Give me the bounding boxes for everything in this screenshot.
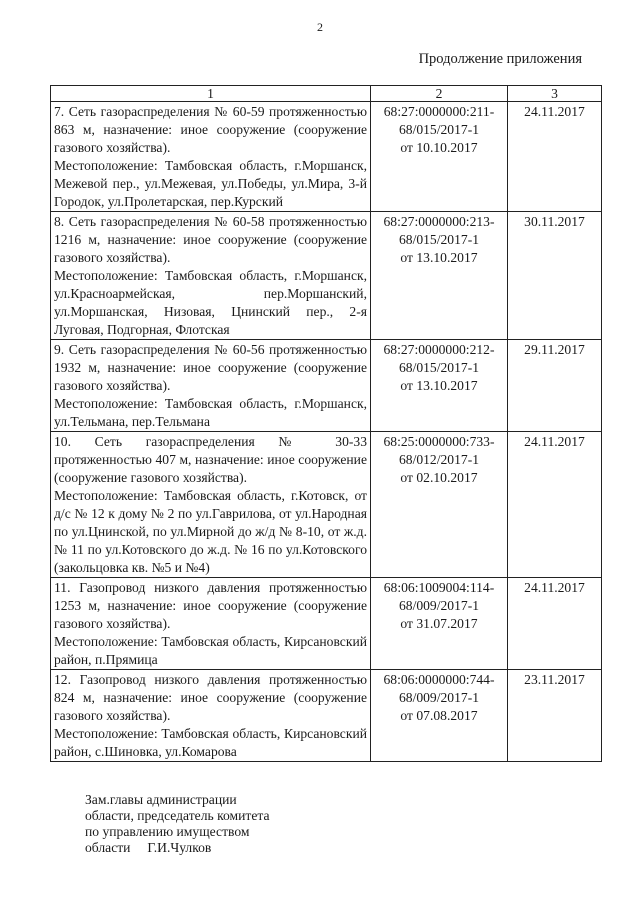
registration-number-suffix: 68/015/2017-1 (398, 360, 480, 375)
table-header-row (51, 86, 602, 102)
registration-number-cell (371, 432, 508, 578)
column-header: 3 (508, 86, 602, 102)
object-description-cell (51, 578, 371, 670)
date-cell: 24.11.2017 (508, 102, 602, 212)
registration-date: от 10.10.2017 (400, 140, 478, 155)
page-number: 2 (317, 20, 323, 34)
continuation-title: Продолжение приложения (418, 51, 582, 67)
object-location: Местоположение: Тамбовская область, г.Моршанск, Межевой пер., ул.Межевая, ул.Победы, ул.Мира, 3-й Городок, ул.Пролетарская, пер.Курский (54, 158, 367, 209)
registration-date: от 13.10.2017 (400, 378, 478, 393)
table-row (51, 578, 602, 670)
column-header: 2 (371, 86, 508, 102)
table-row (51, 102, 602, 212)
table-row (51, 340, 602, 432)
registration-number-cell (371, 102, 508, 212)
object-location: Местоположение: Тамбовская область, Кирсановский район, с.Шиновка, ул.Комарова (54, 726, 367, 759)
date-cell: 24.11.2017 (508, 432, 602, 578)
registration-number: 68:27:0000000:211- (383, 104, 495, 119)
registration-number-suffix: 68/012/2017-1 (398, 452, 480, 467)
registration-number: 68:06:0000000:744- (383, 672, 495, 687)
registration-number-cell (371, 340, 508, 432)
object-description: 8. Сеть газораспределения № 60-58 протяженностью 1216 м, назначение: иное сооружение (сооружение газового хозяйства). (54, 214, 367, 265)
object-description: 12. Газопровод низкого давления протяженностью 824 м, назначение: иное сооружение (сооружение газового хозяйства). (54, 672, 367, 723)
registration-number-suffix: 68/015/2017-1 (398, 232, 480, 247)
column-header: 1 (51, 86, 371, 102)
object-location: Местоположение: Тамбовская область, Кирсановский район, п.Прямица (54, 634, 367, 667)
signatory-position-line: Зам.главы администрации (85, 792, 237, 807)
object-description-cell (51, 340, 371, 432)
registration-date: от 02.10.2017 (400, 470, 478, 485)
date-cell: 24.11.2017 (508, 578, 602, 670)
registration-number-suffix: 68/009/2017-1 (398, 598, 480, 613)
object-description-cell (51, 212, 371, 340)
date-cell: 30.11.2017 (508, 212, 602, 340)
object-location: Местоположение: Тамбовская область, г.Моршанск, ул.Красноармейская, пер.Моршанский, ул.Моршанская, Низовая, Цнинский пер., 2-я Луговая, Подгорная, Флотская (54, 268, 367, 337)
signatory-position-line: по управлению имуществом (85, 824, 250, 839)
signatory-position-line: области, председатель комитета (85, 808, 270, 823)
registration-number: 68:06:1009004:114- (383, 580, 495, 595)
table-row (51, 432, 602, 578)
object-description-cell (51, 102, 371, 212)
registration-number-cell (371, 670, 508, 762)
registration-number-suffix: 68/015/2017-1 (398, 122, 480, 137)
object-location: Местоположение: Тамбовская область, г.Котовск, от д/с № 12 к дому № 2 по ул.Гаврилова, от ул.Народная по ул.Цнинской, по ул.Мирной до ж/д № 8-10, от ж.д. № 11 по ул.Котовского до ж.д. № 16 по ул.Котовского (закольцовка кв. №5 и №4) (54, 488, 367, 575)
registration-date: от 07.08.2017 (400, 708, 478, 723)
registration-number-suffix: 68/009/2017-1 (398, 690, 480, 705)
date-cell: 23.11.2017 (508, 670, 602, 762)
appendix-table (50, 85, 602, 762)
registration-date: от 31.07.2017 (400, 616, 478, 631)
object-description: 7. Сеть газораспределения № 60-59 протяженностью 863 м, назначение: иное сооружение (сооружение газового хозяйства). (54, 104, 367, 155)
date-cell: 29.11.2017 (508, 340, 602, 432)
registration-number-cell (371, 578, 508, 670)
object-description: 10. Сеть газораспределения № 30-33 протяженностью 407 м, назначение: иное сооружение (сооружение газового хозяйства). (54, 434, 367, 485)
object-description-cell (51, 670, 371, 762)
registration-number: 68:27:0000000:213- (383, 214, 495, 229)
signatory-name-line: области Г.И.Чулков (85, 840, 212, 855)
object-description: 9. Сеть газораспределения № 60-56 протяженностью 1932 м, назначение: иное сооружение (сооружение газового хозяйства). (54, 342, 367, 393)
table-row (51, 670, 602, 762)
object-description: 11. Газопровод низкого давления протяженностью 1253 м, назначение: иное сооружение (сооружение газового хозяйства). (54, 580, 367, 631)
table-row (51, 212, 602, 340)
registration-date: от 13.10.2017 (400, 250, 478, 265)
registration-number: 68:25:0000000:733- (383, 434, 495, 449)
object-location: Местоположение: Тамбовская область, г.Моршанск, ул.Тельмана, пер.Тельмана (54, 396, 367, 429)
registration-number-cell (371, 212, 508, 340)
object-description-cell (51, 432, 371, 578)
signature-block (85, 792, 270, 856)
registration-number: 68:27:0000000:212- (383, 342, 495, 357)
